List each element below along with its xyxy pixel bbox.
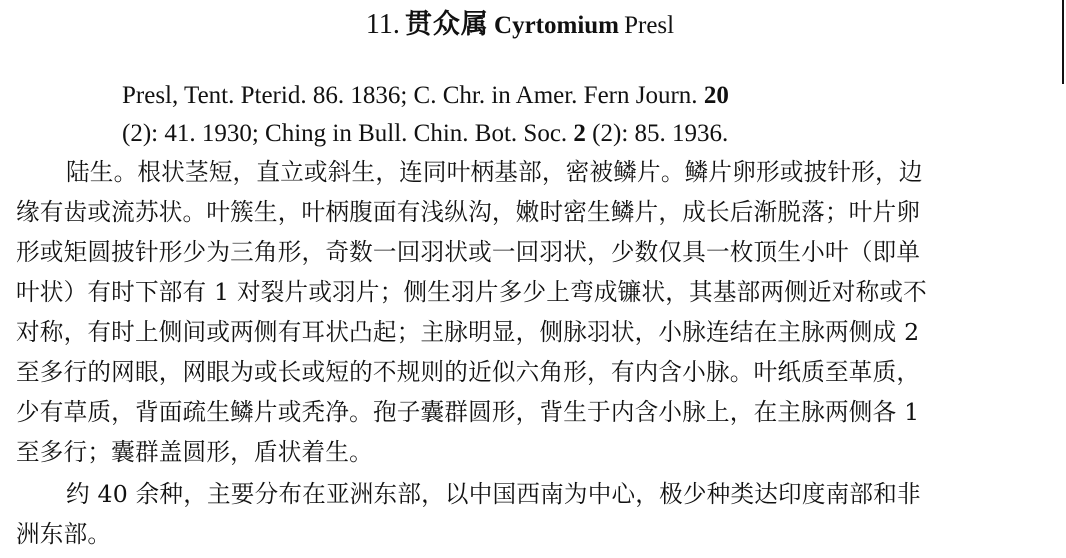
- citation-volume-2: 2: [573, 120, 586, 147]
- description-line-7: 少有草质，背面疏生鳞片或秃净。孢子囊群圆形，背生于内含小脉上，在主脉两侧各 1: [16, 398, 920, 426]
- page-edge-line: [1062, 0, 1064, 84]
- description-line-2: 缘有齿或流苏状。叶簇生，叶柄腹面有浅纵沟，嫩时密生鳞片，成长后渐脱落；叶片卵: [16, 198, 921, 226]
- genus-number: 11.: [365, 9, 400, 40]
- description-line-8: 至多行；囊群盖圆形，盾状着生。: [16, 438, 373, 466]
- genus-author: Presl: [624, 12, 675, 39]
- citation-line-1-text: Presl, Tent. Pterid. 86. 1836; C. Chr. in Amer. Fern Journ.: [122, 82, 704, 109]
- genus-chinese-name: 贯众属: [404, 9, 489, 40]
- description-line-6: 至多行的网眼，网眼为或长或短的不规则的近似六角形，有内含小脉。叶纸质至革质，: [16, 358, 921, 386]
- citation-line-2-end: (2): 85. 1936.: [585, 120, 729, 147]
- distribution-line-2: 洲东部。: [16, 520, 112, 548]
- genus-latin-name: Cyrtomium: [494, 12, 620, 39]
- description-line-4: 叶状）有时下部有 1 对裂片或羽片；侧生羽片多少上弯成镰状，其基部两侧近对称或不: [16, 278, 927, 306]
- citation-line-2: [122, 118, 1022, 150]
- description-line-3: 形或矩圆披针形少为三角形，奇数一回羽状或一回羽状，少数仅具一枚顶生小叶（即单: [16, 238, 921, 266]
- distribution-line-1: 约 40 余种，主要分布在亚洲东部，以中国西南为中心，极少种类达印度南部和非: [66, 480, 921, 508]
- description-line-1: 陆生。根状茎短，直立或斜生，连同叶柄基部，密被鳞片。鳞片卵形或披针形，边: [66, 158, 923, 186]
- section-title: [0, 8, 1040, 45]
- citation-volume-20: 20: [703, 82, 729, 109]
- citation-line-1: [122, 80, 1022, 112]
- citation-line-2-start: (2): 41. 1930; Ching in Bull. Chin. Bot. Soc.: [122, 120, 574, 147]
- description-line-5: 对称，有时上侧间或两侧有耳状凸起；主脉明显，侧脉羽状，小脉连结在主脉两侧成 2: [16, 318, 920, 346]
